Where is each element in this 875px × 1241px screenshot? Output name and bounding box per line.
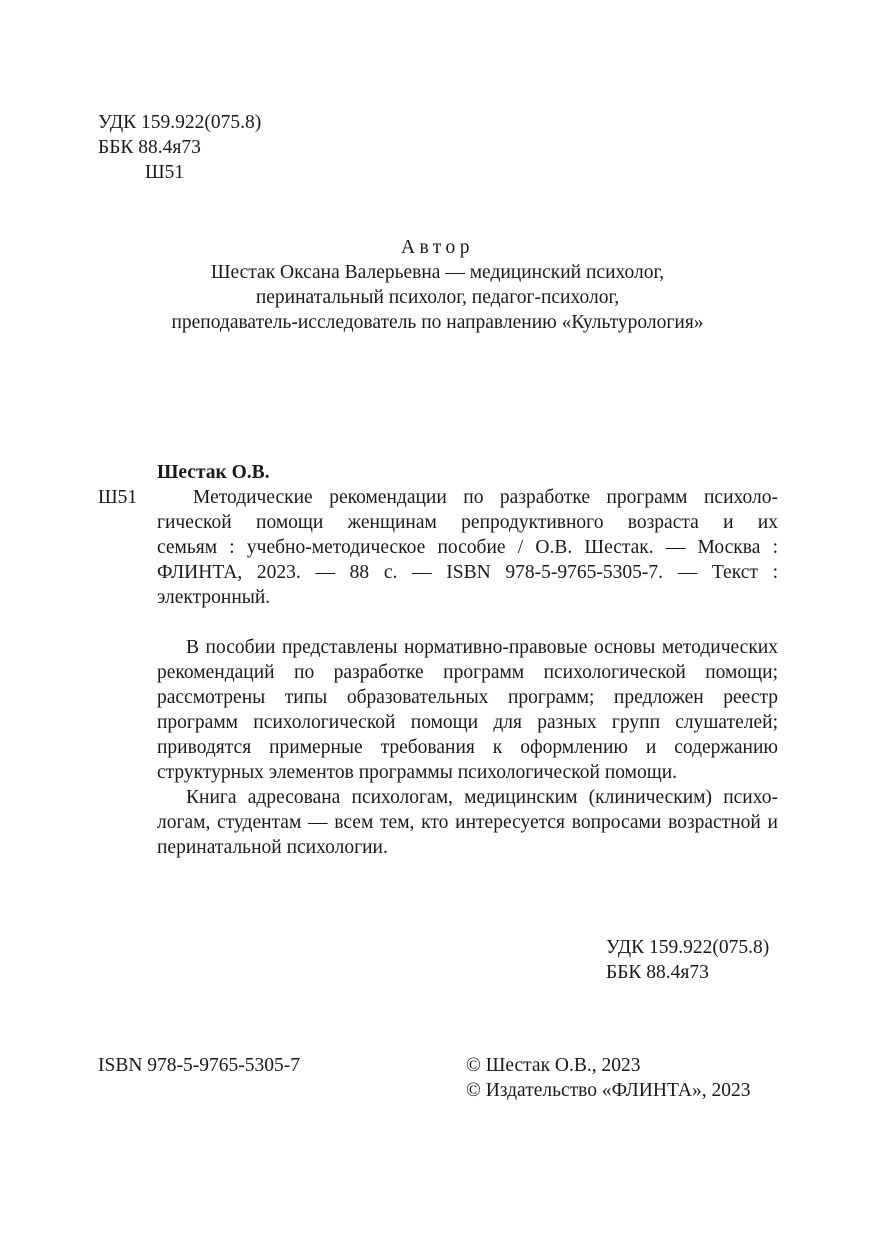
classification-bottom <box>606 935 769 985</box>
bib-line: семьям : учебно-методическое пособие / О.В. Шестак. — Москва : <box>157 537 778 558</box>
author-info <box>0 235 875 335</box>
copyright-publisher: © Издательство «ФЛИНТА», 2023 <box>466 1080 751 1101</box>
abstract <box>157 635 778 860</box>
isbn: ISBN 978-5-9765-5305-7 <box>98 1055 301 1076</box>
abstract-paragraph: Книга адресована психологам, медицинским (клиническим) психо-логам, студентам — всем тем, кто интересуется вопросами возрастной и перинатальной психологии. <box>157 787 778 858</box>
udk-code: УДК 159.922(075.8) <box>606 937 770 958</box>
bibliographic-record <box>98 460 778 610</box>
bib-line: гической помощи женщинам репродуктивного возраста и их <box>157 512 778 533</box>
bbk-code: ББК 88.4я73 <box>606 962 709 983</box>
copyright-author: © Шестак О.В., 2023 <box>466 1055 641 1076</box>
author-heading: Автор <box>400 237 475 258</box>
author-description-line: Шестак Оксана Валерьевна — медицинский психолог, <box>210 262 665 283</box>
bib-author: Шестак О.В. <box>157 462 270 483</box>
udk-code: УДК 159.922(075.8) <box>98 112 262 133</box>
author-description-line: преподаватель-исследователь по направлению «Культурология» <box>171 312 704 333</box>
author-mark: Ш51 <box>145 162 185 183</box>
copyright <box>466 1053 750 1103</box>
bib-line: электронный. <box>157 587 271 608</box>
abstract-paragraph: В пособии представлены нормативно-правовые основы методических рекомендаций по разработке программ психологической помощи; рассмотрены типы образовательных программ; предложен реестр программ психологической помощи для разных групп слушателей; приводятся примерные требования к оформлению и содержанию структурных элементов программы психологической помощи. <box>157 637 778 783</box>
bib-author-mark: Ш51 <box>98 487 138 508</box>
bib-description <box>157 485 778 610</box>
author-description-line: перинатальный психолог, педагог-психолог, <box>255 287 620 308</box>
bib-line: Методические рекомендации по разработке программ психоло- <box>193 487 778 508</box>
classification-top <box>98 110 261 185</box>
bbk-code: ББК 88.4я73 <box>98 137 201 158</box>
bib-line: ФЛИНТА, 2023. — 88 с. — ISBN 978-5-9765-5305-7. — Текст : <box>157 562 778 583</box>
